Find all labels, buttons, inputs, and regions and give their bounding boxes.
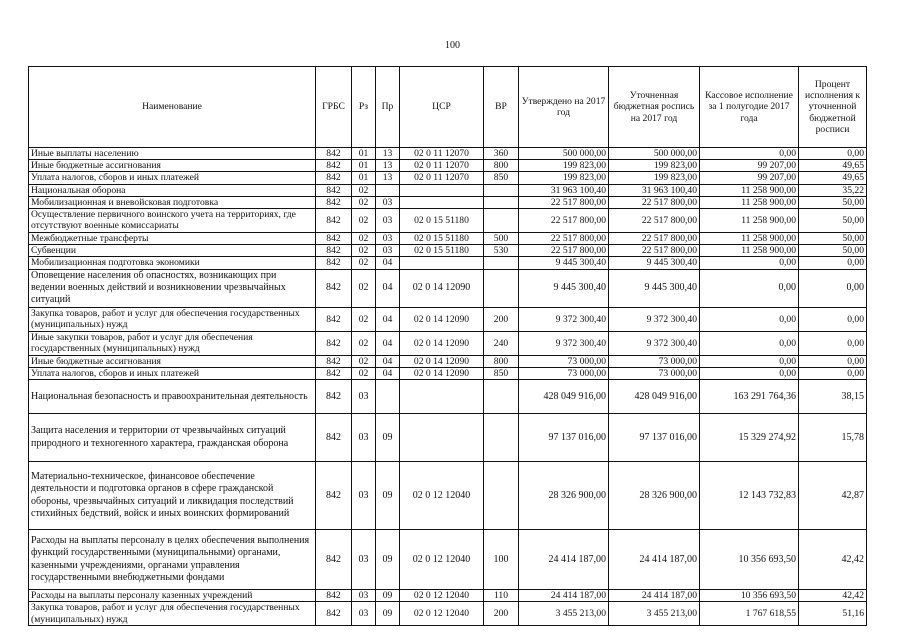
cell-cash: 11 258 900,00 <box>700 209 799 233</box>
cell-cash: 99 207,00 <box>700 172 799 184</box>
cell-pr: 04 <box>376 355 400 367</box>
cell-pr: 04 <box>376 307 400 331</box>
cell-pr: 04 <box>376 257 400 269</box>
cell-approved: 22 517 800,00 <box>519 245 609 257</box>
cell-name: Уплата налогов, сборов и иных платежей <box>29 368 316 380</box>
cell-csr: 02 0 14 12090 <box>400 331 484 355</box>
cell-name: Иные закупки товаров, работ и услуг для обеспечения государственных (муниципальных) нужд <box>29 331 316 355</box>
cell-rz: 03 <box>352 530 376 590</box>
cell-grbs: 842 <box>316 233 352 245</box>
cell-csr: 02 0 12 12040 <box>400 590 484 602</box>
cell-csr <box>400 196 484 208</box>
cell-approved: 3 455 213,00 <box>519 602 609 626</box>
cell-grbs: 842 <box>316 414 352 462</box>
cell-rz: 03 <box>352 414 376 462</box>
cell-csr: 02 0 12 12040 <box>400 530 484 590</box>
cell-name: Расходы на выплаты персоналу казенных учреждений <box>29 590 316 602</box>
cell-refined: 9 445 300,40 <box>609 269 700 307</box>
cell-refined: 199 823,00 <box>609 172 700 184</box>
cell-pr: 03 <box>376 196 400 208</box>
cell-grbs: 842 <box>316 368 352 380</box>
cell-approved: 9 445 300,40 <box>519 257 609 269</box>
cell-approved: 9 372 300,40 <box>519 307 609 331</box>
cell-refined: 31 963 100,40 <box>609 184 700 196</box>
cell-cash: 0,00 <box>700 257 799 269</box>
cell-rz: 02 <box>352 209 376 233</box>
cell-percent: 0,00 <box>799 148 867 160</box>
cell-pr: 09 <box>376 530 400 590</box>
cell-rz: 02 <box>352 257 376 269</box>
header-rz: Рз <box>352 67 376 148</box>
table-row <box>29 331 867 355</box>
cell-name: Национальная оборона <box>29 184 316 196</box>
cell-rz: 03 <box>352 590 376 602</box>
cell-approved: 22 517 800,00 <box>519 196 609 208</box>
cell-csr <box>400 184 484 196</box>
cell-cash: 0,00 <box>700 148 799 160</box>
cell-grbs: 842 <box>316 172 352 184</box>
cell-vr <box>484 269 519 307</box>
table-row <box>29 269 867 307</box>
cell-pr: 04 <box>376 269 400 307</box>
cell-pr: 09 <box>376 462 400 530</box>
cell-cash: 11 258 900,00 <box>700 196 799 208</box>
cell-rz: 02 <box>352 307 376 331</box>
cell-cash: 0,00 <box>700 331 799 355</box>
header-pr: Пр <box>376 67 400 148</box>
page-number: 100 <box>445 40 460 51</box>
cell-grbs: 842 <box>316 160 352 172</box>
cell-percent: 50,00 <box>799 245 867 257</box>
cell-pr: 03 <box>376 209 400 233</box>
cell-csr <box>400 380 484 414</box>
table-row <box>29 530 867 590</box>
cell-csr <box>400 257 484 269</box>
cell-rz: 02 <box>352 233 376 245</box>
cell-rz: 03 <box>352 602 376 626</box>
cell-cash: 163 291 764,36 <box>700 380 799 414</box>
header-name: Наименование <box>29 67 316 148</box>
cell-cash: 99 207,00 <box>700 160 799 172</box>
cell-rz: 01 <box>352 172 376 184</box>
cell-pr: 13 <box>376 172 400 184</box>
cell-refined: 22 517 800,00 <box>609 233 700 245</box>
cell-csr: 02 0 14 12090 <box>400 368 484 380</box>
table-row <box>29 462 867 530</box>
cell-name: Осуществление первичного воинского учета на территориях, где отсутствуют военные комиссариаты <box>29 209 316 233</box>
cell-cash: 0,00 <box>700 355 799 367</box>
table-row <box>29 602 867 626</box>
cell-pr: 03 <box>376 233 400 245</box>
cell-grbs: 842 <box>316 355 352 367</box>
table-body <box>29 148 867 626</box>
table-row <box>29 184 867 196</box>
cell-pr: 09 <box>376 414 400 462</box>
cell-vr: 530 <box>484 245 519 257</box>
cell-name: Закупка товаров, работ и услуг для обеспечения государственных (муниципальных) нужд <box>29 307 316 331</box>
cell-approved: 28 326 900,00 <box>519 462 609 530</box>
cell-grbs: 842 <box>316 209 352 233</box>
cell-percent: 49,65 <box>799 172 867 184</box>
cell-csr: 02 0 15 51180 <box>400 245 484 257</box>
cell-rz: 01 <box>352 160 376 172</box>
table-row <box>29 233 867 245</box>
cell-cash: 11 258 900,00 <box>700 233 799 245</box>
cell-refined: 24 414 187,00 <box>609 530 700 590</box>
cell-approved: 199 823,00 <box>519 160 609 172</box>
cell-approved: 24 414 187,00 <box>519 590 609 602</box>
cell-approved: 73 000,00 <box>519 368 609 380</box>
cell-csr: 02 0 15 51180 <box>400 233 484 245</box>
cell-vr <box>484 414 519 462</box>
cell-vr: 500 <box>484 233 519 245</box>
header-cash: Кассовое исполнение за 1 полугодие 2017 года <box>700 67 799 148</box>
table-header-row <box>29 67 867 148</box>
cell-pr: 03 <box>376 245 400 257</box>
cell-rz: 03 <box>352 462 376 530</box>
cell-approved: 428 049 916,00 <box>519 380 609 414</box>
cell-csr: 02 0 14 12090 <box>400 269 484 307</box>
cell-cash: 0,00 <box>700 307 799 331</box>
table-row <box>29 307 867 331</box>
cell-refined: 22 517 800,00 <box>609 196 700 208</box>
cell-csr: 02 0 12 12040 <box>400 602 484 626</box>
cell-cash: 1 767 618,55 <box>700 602 799 626</box>
cell-cash: 10 356 693,50 <box>700 590 799 602</box>
cell-rz: 02 <box>352 245 376 257</box>
cell-name: Оповещение населения об опасностях, возникающих при ведении военных действий и возникновении чрезвычайных ситуаций <box>29 269 316 307</box>
cell-csr <box>400 414 484 462</box>
header-grbs: ГРБС <box>316 67 352 148</box>
cell-vr: 360 <box>484 148 519 160</box>
cell-grbs: 842 <box>316 148 352 160</box>
cell-approved: 9 372 300,40 <box>519 331 609 355</box>
cell-grbs: 842 <box>316 307 352 331</box>
cell-percent: 0,00 <box>799 257 867 269</box>
cell-cash: 10 356 693,50 <box>700 530 799 590</box>
cell-pr: 09 <box>376 590 400 602</box>
cell-name: Иные бюджетные ассигнования <box>29 160 316 172</box>
cell-vr <box>484 380 519 414</box>
cell-percent: 50,00 <box>799 233 867 245</box>
cell-percent: 35,22 <box>799 184 867 196</box>
cell-percent: 42,42 <box>799 530 867 590</box>
cell-refined: 22 517 800,00 <box>609 245 700 257</box>
cell-grbs: 842 <box>316 184 352 196</box>
header-refined: Уточненная бюджетная роспись на 2017 год <box>609 67 700 148</box>
cell-percent: 0,00 <box>799 355 867 367</box>
cell-vr: 800 <box>484 160 519 172</box>
cell-pr: 13 <box>376 148 400 160</box>
cell-csr: 02 0 11 12070 <box>400 148 484 160</box>
cell-percent: 42,42 <box>799 590 867 602</box>
cell-percent: 15,78 <box>799 414 867 462</box>
cell-percent: 42,87 <box>799 462 867 530</box>
cell-csr: 02 0 15 51180 <box>400 209 484 233</box>
cell-grbs: 842 <box>316 257 352 269</box>
cell-vr <box>484 257 519 269</box>
cell-percent: 0,00 <box>799 368 867 380</box>
cell-refined: 28 326 900,00 <box>609 462 700 530</box>
table-row <box>29 414 867 462</box>
cell-cash: 11 258 900,00 <box>700 184 799 196</box>
cell-cash: 0,00 <box>700 269 799 307</box>
cell-refined: 97 137 016,00 <box>609 414 700 462</box>
table-row <box>29 380 867 414</box>
cell-vr: 800 <box>484 355 519 367</box>
cell-cash: 11 258 900,00 <box>700 245 799 257</box>
cell-name: Закупка товаров, работ и услуг для обеспечения государственных (муниципальных) нужд <box>29 602 316 626</box>
cell-name: Мобилизационная и вневойсковая подготовка <box>29 196 316 208</box>
cell-vr: 110 <box>484 590 519 602</box>
cell-grbs: 842 <box>316 245 352 257</box>
cell-name: Иные выплаты населению <box>29 148 316 160</box>
cell-vr: 100 <box>484 530 519 590</box>
cell-approved: 22 517 800,00 <box>519 233 609 245</box>
cell-name: Субвенции <box>29 245 316 257</box>
cell-csr: 02 0 11 12070 <box>400 172 484 184</box>
cell-refined: 73 000,00 <box>609 368 700 380</box>
cell-grbs: 842 <box>316 590 352 602</box>
cell-csr: 02 0 14 12090 <box>400 355 484 367</box>
header-vr: ВР <box>484 67 519 148</box>
table-row <box>29 160 867 172</box>
cell-vr <box>484 462 519 530</box>
cell-vr: 850 <box>484 172 519 184</box>
cell-pr: 04 <box>376 368 400 380</box>
cell-rz: 02 <box>352 269 376 307</box>
cell-csr: 02 0 14 12090 <box>400 307 484 331</box>
table-row <box>29 148 867 160</box>
cell-name: Мобилизационная подготовка экономики <box>29 257 316 269</box>
cell-csr: 02 0 11 12070 <box>400 160 484 172</box>
cell-grbs: 842 <box>316 380 352 414</box>
cell-cash: 15 329 274,92 <box>700 414 799 462</box>
cell-vr <box>484 209 519 233</box>
header-csr: ЦСР <box>400 67 484 148</box>
table-row <box>29 196 867 208</box>
table-row <box>29 209 867 233</box>
cell-percent: 50,00 <box>799 209 867 233</box>
cell-rz: 02 <box>352 331 376 355</box>
cell-refined: 428 049 916,00 <box>609 380 700 414</box>
cell-approved: 31 963 100,40 <box>519 184 609 196</box>
cell-name: Защита населения и территории от чрезвычайных ситуаций природного и техногенного характера, гражданская оборона <box>29 414 316 462</box>
cell-name: Иные бюджетные ассигнования <box>29 355 316 367</box>
header-approved: Утверждено на 2017 год <box>519 67 609 148</box>
cell-refined: 9 445 300,40 <box>609 257 700 269</box>
cell-vr: 200 <box>484 602 519 626</box>
cell-cash: 12 143 732,83 <box>700 462 799 530</box>
table-row <box>29 257 867 269</box>
cell-percent: 38,15 <box>799 380 867 414</box>
cell-refined: 73 000,00 <box>609 355 700 367</box>
cell-pr: 09 <box>376 602 400 626</box>
cell-vr <box>484 184 519 196</box>
cell-refined: 9 372 300,40 <box>609 331 700 355</box>
cell-approved: 24 414 187,00 <box>519 530 609 590</box>
cell-rz: 02 <box>352 196 376 208</box>
cell-vr: 850 <box>484 368 519 380</box>
table-row <box>29 355 867 367</box>
cell-approved: 500 000,00 <box>519 148 609 160</box>
cell-grbs: 842 <box>316 269 352 307</box>
cell-percent: 49,65 <box>799 160 867 172</box>
cell-pr <box>376 184 400 196</box>
cell-pr: 13 <box>376 160 400 172</box>
cell-refined: 9 372 300,40 <box>609 307 700 331</box>
cell-refined: 500 000,00 <box>609 148 700 160</box>
cell-pr: 04 <box>376 331 400 355</box>
cell-approved: 97 137 016,00 <box>519 414 609 462</box>
cell-name: Национальная безопасность и правоохранительная деятельность <box>29 380 316 414</box>
cell-name: Уплата налогов, сборов и иных платежей <box>29 172 316 184</box>
cell-rz: 03 <box>352 380 376 414</box>
cell-grbs: 842 <box>316 196 352 208</box>
cell-name: Расходы на выплаты персоналу в целях обеспечения выполнения функций государственными (муниципальными) органами, казенными учреждениями, органами управления государственными внебюджетными фондами <box>29 530 316 590</box>
cell-grbs: 842 <box>316 462 352 530</box>
table-row <box>29 245 867 257</box>
cell-percent: 51,16 <box>799 602 867 626</box>
cell-vr: 200 <box>484 307 519 331</box>
cell-refined: 199 823,00 <box>609 160 700 172</box>
cell-approved: 199 823,00 <box>519 172 609 184</box>
cell-grbs: 842 <box>316 530 352 590</box>
table-row <box>29 590 867 602</box>
cell-name: Межбюджетные трансферты <box>29 233 316 245</box>
cell-approved: 9 445 300,40 <box>519 269 609 307</box>
cell-rz: 02 <box>352 355 376 367</box>
cell-rz: 02 <box>352 368 376 380</box>
cell-cash: 0,00 <box>700 368 799 380</box>
cell-vr <box>484 196 519 208</box>
cell-percent: 0,00 <box>799 269 867 307</box>
cell-csr: 02 0 12 12040 <box>400 462 484 530</box>
cell-refined: 22 517 800,00 <box>609 209 700 233</box>
cell-rz: 02 <box>352 184 376 196</box>
cell-refined: 24 414 187,00 <box>609 590 700 602</box>
cell-percent: 0,00 <box>799 307 867 331</box>
cell-approved: 22 517 800,00 <box>519 209 609 233</box>
cell-pr <box>376 380 400 414</box>
cell-name: Материально-техническое, финансовое обеспечение деятельности и подготовка органов в сфере гражданской обороны, чрезвычайных ситуаций и ликвидация последствий стихийных бедствий, войск и иных воинских формирований <box>29 462 316 530</box>
table-row <box>29 172 867 184</box>
cell-rz: 01 <box>352 148 376 160</box>
cell-approved: 73 000,00 <box>519 355 609 367</box>
cell-percent: 50,00 <box>799 196 867 208</box>
cell-refined: 3 455 213,00 <box>609 602 700 626</box>
cell-grbs: 842 <box>316 602 352 626</box>
cell-grbs: 842 <box>316 331 352 355</box>
budget-table <box>28 66 867 626</box>
cell-percent: 0,00 <box>799 331 867 355</box>
header-percent: Процент исполнения к уточненной бюджетной росписи <box>799 67 867 148</box>
cell-vr: 240 <box>484 331 519 355</box>
table-row <box>29 368 867 380</box>
